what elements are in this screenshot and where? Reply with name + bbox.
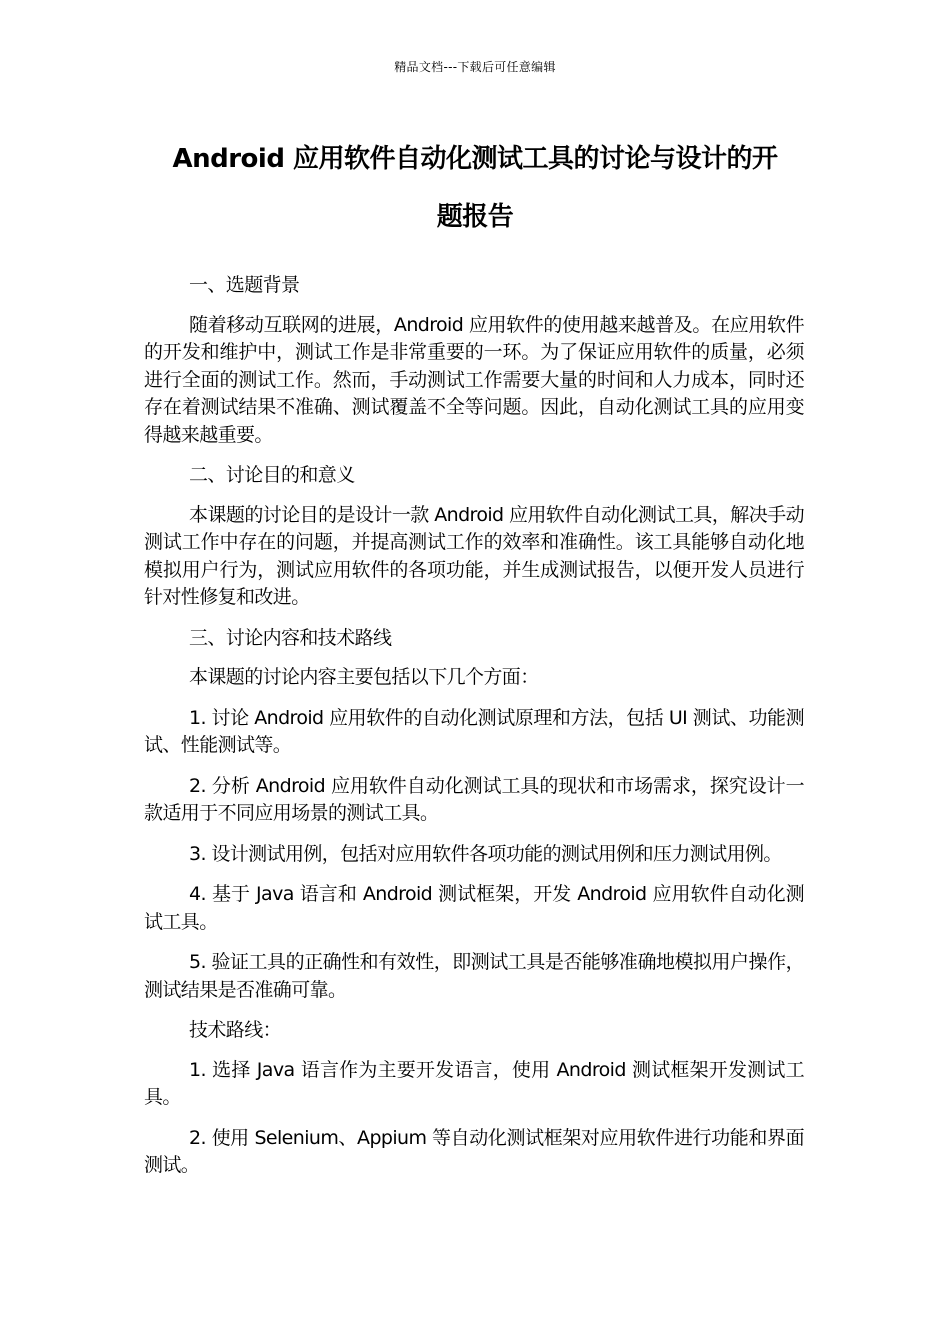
list-item-content-2: 2. 分析 Android 应用软件自动化测试工具的现状和市场需求，探究设计一款适用于不同应用场景的测试工具。 xyxy=(144,774,804,824)
paragraph-background: 随着移动互联网的进展，Android 应用软件的使用越来越普及。在应用软件的开发和维护中，测试工作是非常重要的一环。为了保证应用软件的质量，必须进行全面的测试工作。然而，手动测试工作需要大量的时间和人力成本，同时还存在着测试结果不准确、测试覆盖不全等问题。因此，自动化测试工具的应用变得越来越重要。 xyxy=(144,313,804,446)
paragraph-content-intro: 本课题的讨论内容主要包括以下几个方面： xyxy=(189,666,539,688)
list-item-content-5: 5. 验证工具的正确性和有效性，即测试工具是否能够准确地模拟用户操作，测试结果是否准确可靠。 xyxy=(144,951,804,1001)
section-heading-background: 一、选题背景 xyxy=(189,274,300,296)
paragraph-purpose: 本课题的讨论目的是设计一款 Android 应用软件自动化测试工具，解决手动测试工作中存在的问题，并提高测试工作的效率和准确性。该工具能够自动化地模拟用户行为，测试应用软件的各项功能，并生成测试报告，以便开发人员进行针对性修复和改进。 xyxy=(144,503,804,608)
list-item-content-1: 1. 讨论 Android 应用软件的自动化测试原理和方法，包括 UI 测试、功能测试、性能测试等。 xyxy=(144,706,804,756)
list-item-content-4: 4. 基于 Java 语言和 Android 测试框架，开发 Android 应用软件自动化测试工具。 xyxy=(144,883,804,933)
section-heading-content: 三、讨论内容和技术路线 xyxy=(189,626,392,649)
document-title-line-1: Android 应用软件自动化测试工具的讨论与设计的开 xyxy=(172,144,778,174)
document-title-line-2: 题报告 xyxy=(436,202,514,232)
list-item-tech-2: 2. 使用 Selenium、Appium 等自动化测试框架对应用软件进行功能和界面测试。 xyxy=(144,1126,804,1176)
list-item-content-3: 3. 设计测试用例，包括对应用软件各项功能的测试用例和压力测试用例。 xyxy=(189,842,782,865)
list-item-tech-1: 1. 选择 Java 语言作为主要开发语言，使用 Android 测试框架开发测试工具。 xyxy=(144,1058,804,1108)
document-body xyxy=(144,272,804,1193)
section-heading-tech-route: 技术路线： xyxy=(189,1019,282,1041)
section-heading-purpose: 二、讨论目的和意义 xyxy=(189,464,355,486)
header-note: 精品文档---下载后可任意编辑 xyxy=(394,60,556,74)
